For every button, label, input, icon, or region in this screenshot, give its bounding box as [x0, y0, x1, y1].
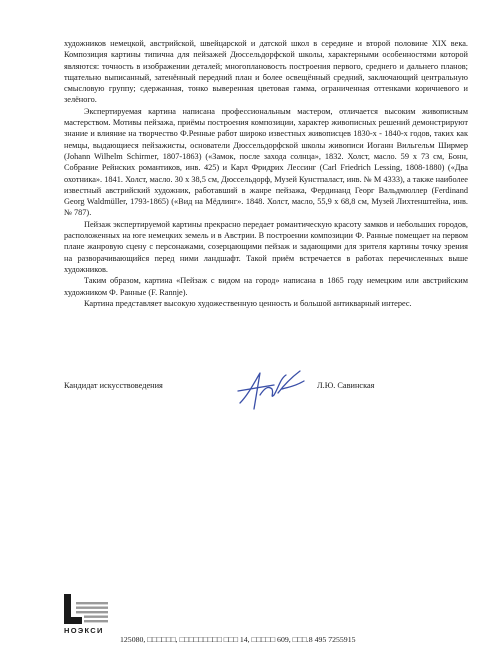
document-body — [64, 38, 468, 309]
paragraph-3: Пейзаж экспертируемой картины прекрасно передает романтическую красоту замков и небольших городов, расположенных на юге немецких земель и в Австрии. В построении композиции Ф. Ранные помещает на первом плане жанровую сцену с персонажами, созерцающими пейзаж и задающими для зрителя картины точку зрения на разворачивающийся перед ними ландшафт. Такой приём встречается в работах перечисленных выше художников. — [64, 219, 468, 274]
signatory-title: Кандидат искусствоведения — [64, 381, 163, 390]
signature-block — [64, 371, 468, 401]
signatory-name: Л.Ю. Савинская — [317, 381, 375, 390]
letterhead-footer — [64, 594, 474, 644]
paragraph-1: художников немецкой, австрийской, швейцарской и датской школ в середине и второй половине XIX века. Композиция картины типична для пейзажей Дюссельдорфской школы, характерными особенностями которой являются: точность в изображении деталей; многоплановость построения первого, среднего и дальнего планов; тщательно выписанный, затенённый передний план и более освещённый средний, заключающий центральную смысловую группу; сдержанная, тонко выверенная цветовая гамма, ограниченная оттенками коричневого и зелёного. — [64, 39, 468, 105]
paragraph-2: Экспертируемая картина написана профессиональным мастером, отличается высоким живописным мастерством. Мотивы пейзажа, приёмы построения композиции, характер живописных решений демонстрируют знание и влияние на творчество Ф.Ренные работ широко известных живописцев 1830-х - 1840-х годов, таких как немцы, выдающиеся пейзажисты, основатели Дюссельдорфской школы живописи Иоганн Вильгельм Ширмер (Johann Wilhelm Schirmer, 1807-1863) («Замок, после захода солнца», 1832. Холст, масло. 59 х 73 см, Бонн, Собрание Рейнских романтиков, инв. 425) и Карл Фридрих Лессинг (Carl Friedrich Lessing, 1808-1880) («Два охотника». 1841. Холст, масло. 30 х 38,5 см, Дюссельдорф, Музей Кунстпаласт, инв. № М 4333), а также наиболее известный австрийский художник, работавший в жанре пейзажа, Фердинанд Георг Вальдмюллер (Ferdinand Georg Waldmüller, 1793-1865) («Вид на Мёдлинг». 1848. Холст, масло, 55,9 х 68,8 см, Музей Лихтенштейна, инв. № 787). — [64, 106, 468, 218]
company-name: НОЭКСИ — [64, 626, 104, 635]
paragraph-5: Картина представляет высокую художественную ценность и большой антикварный интерес. — [84, 298, 412, 308]
company-address: 125080, □□□□□□, □□□□□□□□□ □□□ 14, □□□□□ 609, □□□.8 495 7255915 — [120, 635, 356, 644]
paragraph-4: Таким образом, картина «Пейзаж с видом на город» написана в 1865 году немецким или австрийским художником Ф. Ранные (F. Rannje). — [64, 276, 468, 297]
handwritten-signature — [234, 365, 308, 411]
company-logo-icon — [64, 594, 108, 624]
